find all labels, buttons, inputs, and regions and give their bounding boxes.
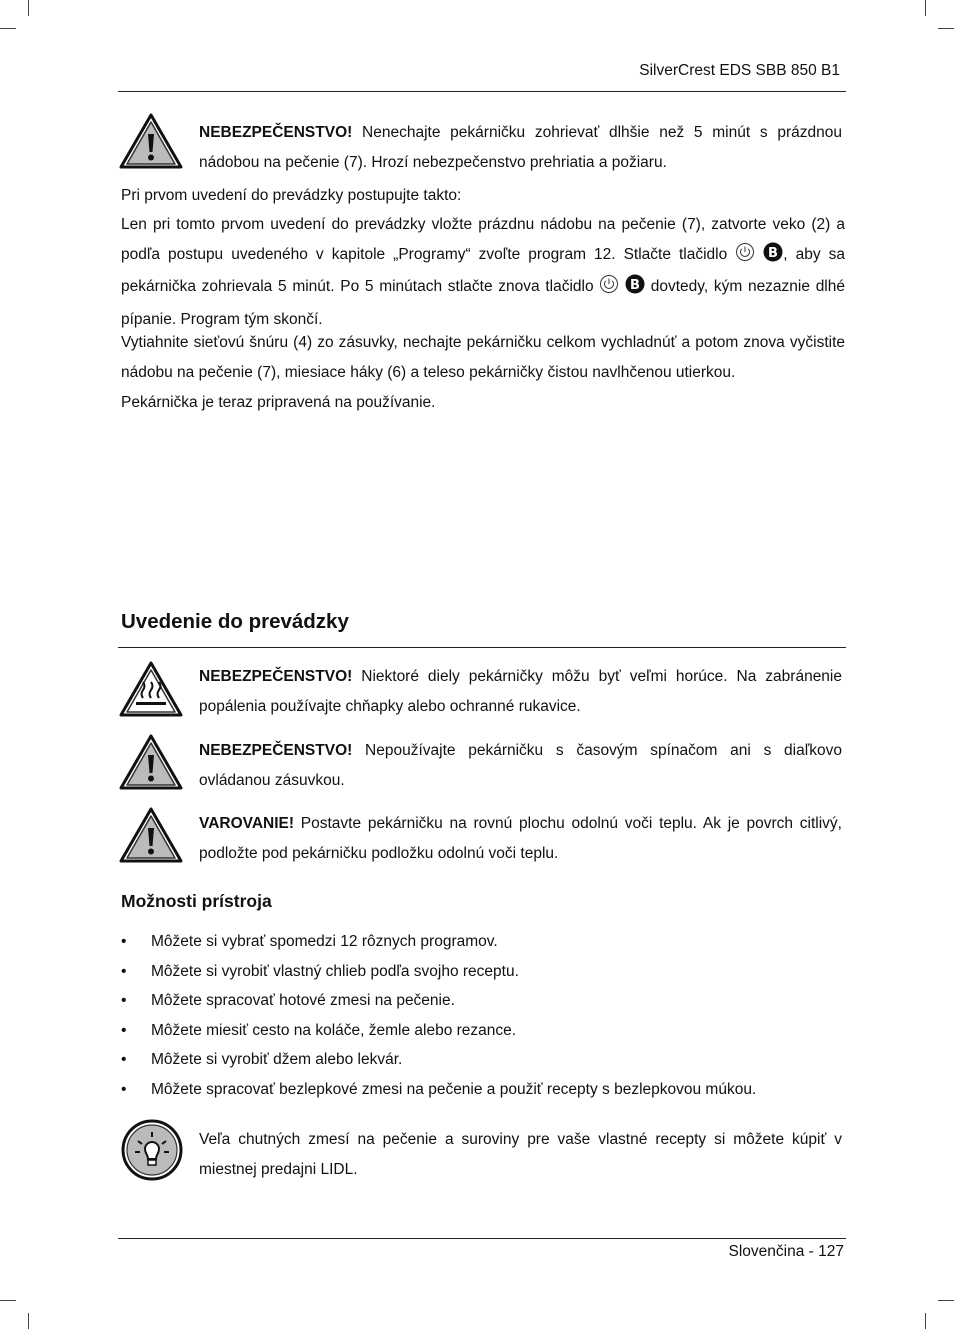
intro-p2-part-a: Len pri tomto prvom uvedení do prevádzky vložte prázdnu nádobu na pečenie (7), zatvorte veko (2) a podľa postupu uvedeného v kapitole „Programy“ zvoľte program 12. Stlačte tlačidlo <box>121 216 845 263</box>
warning-timer-text <box>199 736 842 795</box>
warning-body: Nenechajte pekárničku zohrievať dlhšie než 5 minút s prázdnou nádobou na pečenie (7). Hrozí nebezpečenstvo prehriatia a požiaru. <box>199 124 842 171</box>
warning-body: Postavte pekárničku na rovnú plochu odolnú voči teplu. Ak je povrch citlivý, podložte pod pekárničku podložku odolnú voči teplu. <box>199 815 842 862</box>
warning-label: NEBEZPEČENSTVO! <box>199 124 353 141</box>
crop-mark <box>925 0 926 16</box>
list-item: • Môžete si vybrať spomedzi 12 rôznych programov. <box>121 927 756 957</box>
intro-p2-part-c: dovtedy, kým nezaznie dlhé pípanie. Program tým skončí. <box>121 278 845 328</box>
page-footer <box>729 1243 844 1261</box>
warning-body: Niektoré diely pekárničky môžu byť veľmi horúce. Na zabránenie popálenia používajte chňapky alebo ochranné rukavice. <box>199 668 842 715</box>
intro-paragraph-4: Pekárnička je teraz pripravená na používanie. <box>121 394 436 411</box>
button-b-icon <box>625 274 645 305</box>
warning-label: NEBEZPEČENSTVO! <box>199 742 353 759</box>
footer-separator: - <box>804 1243 819 1260</box>
list-item: • Môžete miesiť cesto na koláče, žemle alebo rezance. <box>121 1016 756 1046</box>
intro-paragraph-2 <box>121 210 845 334</box>
crop-mark <box>925 1313 926 1329</box>
power-button-icon <box>735 242 755 273</box>
warning-icon <box>119 113 183 169</box>
list-item: • Môžete spracovať bezlepkové zmesi na pečenie a použiť recepty s bezlepkovou múkou. <box>121 1075 756 1105</box>
page-number: 127 <box>818 1243 844 1260</box>
warning-icon <box>119 807 183 863</box>
crop-mark <box>938 28 954 29</box>
intro-p2-part-b: , aby sa pekárnička zohrievala 5 minút. Po 5 minútach stlačte znova tlačidlo <box>121 245 846 295</box>
header-rule <box>118 91 846 92</box>
lightbulb-tip-icon <box>121 1119 183 1181</box>
hot-surface-icon <box>119 661 183 717</box>
options-title: Možnosti prístroja <box>121 891 272 911</box>
footer-language: Slovenčina <box>728 1243 805 1260</box>
list-item: • Môžete si vyrobiť vlastný chlieb podľa svojho receptu. <box>121 957 756 987</box>
warning-icon <box>119 734 183 790</box>
header-title: SilverCrest EDS SBB 850 B1 <box>639 62 840 79</box>
warning-hot-text <box>199 662 842 721</box>
footer-rule <box>118 1238 846 1239</box>
section-title: Uvedenie do prevádzky <box>121 610 349 633</box>
intro-paragraph-3: Vytiahnite sieťovú šnúru (4) zo zásuvky, nechajte pekárničku celkom vychladnúť a potom znova vyčistite nádobu na pečenie (7), miesiace háky (6) a teleso pekárničky čistou navlhčenou utierkou. <box>121 334 845 381</box>
power-button-icon <box>599 274 619 305</box>
warning-top-text <box>199 118 842 177</box>
crop-mark <box>28 1313 29 1329</box>
crop-mark <box>0 28 16 29</box>
crop-mark <box>28 0 29 16</box>
crop-mark <box>938 1300 954 1301</box>
warning-surface-text <box>199 809 842 868</box>
warning-label: VAROVANIE! <box>199 815 295 832</box>
tip-text: Veľa chutných zmesí na pečenie a suroviny pre vaše vlastné recepty si môžete kúpiť v miestnej predajni LIDL. <box>199 1131 842 1178</box>
button-b-icon <box>763 242 783 273</box>
warning-body: Nepoužívajte pekárničku s časovým spínačom ani s diaľkovo ovládanou zásuvkou. <box>199 742 842 789</box>
crop-mark <box>0 1300 16 1301</box>
button-b-letter: B <box>630 278 640 293</box>
section-rule <box>118 647 846 648</box>
options-list <box>121 927 756 1105</box>
list-item: • Môžete spracovať hotové zmesi na pečenie. <box>121 986 756 1016</box>
warning-label: NEBEZPEČENSTVO! <box>199 668 353 685</box>
intro-paragraph-1: Pri prvom uvedení do prevádzky postupujte takto: <box>121 187 462 204</box>
button-b-letter: B <box>768 245 779 261</box>
list-item: • Môžete si vyrobiť džem alebo lekvár. <box>121 1045 756 1075</box>
